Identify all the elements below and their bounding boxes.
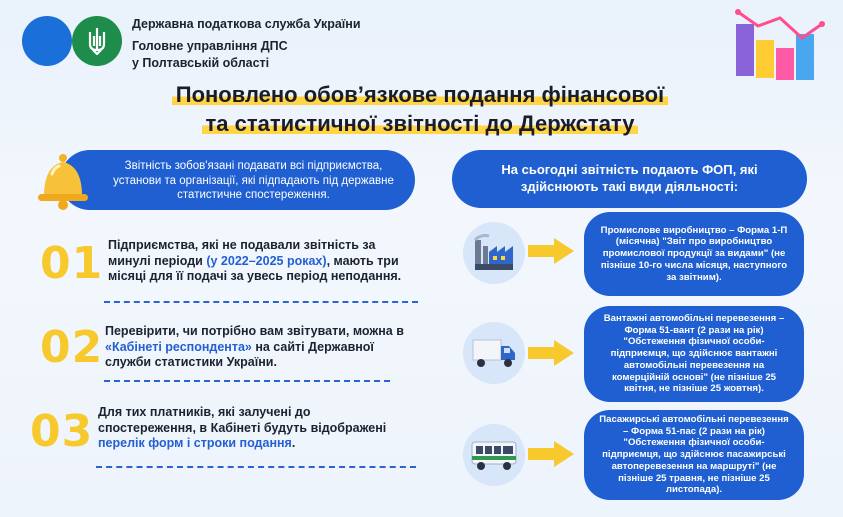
step-01-highlight: (у 2022–2025 роках) [206,253,327,268]
activity-icon-wrapper [463,424,525,486]
title-line1: Поновлено обов’язкове подання фінансової [172,82,668,107]
divider-dashed [96,466,416,468]
step-02-text-a: Перевірити, чи потрібно вам звітувати, можна в [105,324,404,338]
organization-block [132,15,361,72]
activity-card-1 [584,212,804,296]
step-text-01 [108,238,416,285]
intro-right-text: На сьогодні звітність подають ФОП, які здійснюють такі види діяльності: [501,162,758,194]
activity-card-3 [584,410,804,500]
trident-logo [72,16,122,66]
bus-icon [470,438,518,472]
step-02-highlight: «Кабінеті респондента» [105,339,252,354]
bar-chart-decoration-icon [728,4,828,86]
divider-dashed [104,301,418,303]
arrow-right-icon [528,340,574,366]
step-01-text-a: Підприємства, які не подавали звітність за минулі періоди [108,238,376,268]
step-01-text-b: , мають три місяці для її подачі за увесь період неподання. [108,253,402,283]
step-03-text-a: Для тих платників, які залучені до спостереження, в Кабінеті будуть відображені [98,405,387,435]
org-sub-line1: Головне управління ДПС [132,39,288,53]
step-number-02: 02 [40,322,104,373]
title-line2: та статистичної звітності до Держстату [202,111,639,136]
org-subname [132,38,361,72]
page-title [110,80,730,138]
activity-icon-wrapper [463,322,525,384]
step-text-03 [98,405,398,452]
trident-icon [84,26,110,56]
bell-icon [30,152,96,212]
truck-icon [471,336,517,370]
step-number-01: 01 [40,238,104,289]
factory-icon [471,232,517,274]
activity-card-2 [584,306,804,402]
divider-dashed [104,380,390,382]
step-03-text-b: . [291,436,296,450]
activity-text-1: Промислове виробництво – Форма 1-П (місячна) "Звіт про виробництво промислової продукції за видами" (не пізніше 10-го числа місяця, наступного за звітним). [600,224,788,283]
step-02-text-b: на сайті Державної служби статистики України. [105,339,374,369]
org-name: Державна податкова служба України [132,17,361,31]
arrow-right-icon [528,238,574,264]
activity-text-3: Пасажирські автомобільні перевезення – Форма 51-пас (2 рази на рік) "Обстеження фізичної особи-підприємця, що здійснює пасажирські автоперевезення на маршруті" (не пізніше 25 травня, не пізніше 25 листопада). [599,413,789,496]
arrow-right-icon [528,441,574,467]
intro-left-text: Звітність зобов'язані подавати всі підприємства, установи та організації, які підпадають під державне статистичне спостереження. [113,160,394,201]
activity-icon-wrapper [463,222,525,284]
step-03-highlight: перелік форм і строки подання [98,436,292,450]
intro-right-box [452,150,807,208]
step-text-02 [105,324,405,371]
logo-blue-circle [22,16,72,66]
intro-left-box [60,150,415,210]
org-sub-line2: у Полтавській області [132,56,270,70]
activity-text-2: Вантажні автомобільні перевезення – Форма 51-вант (2 рази на рік) "Обстеження фізичної особи-підприємця, що здійснює вантажні автомобільні перевезення на комерційній основі" (не пізніше 25 квітня, не пізніше 25 жовтня). [603,312,785,395]
step-number-03: 03 [30,406,94,457]
